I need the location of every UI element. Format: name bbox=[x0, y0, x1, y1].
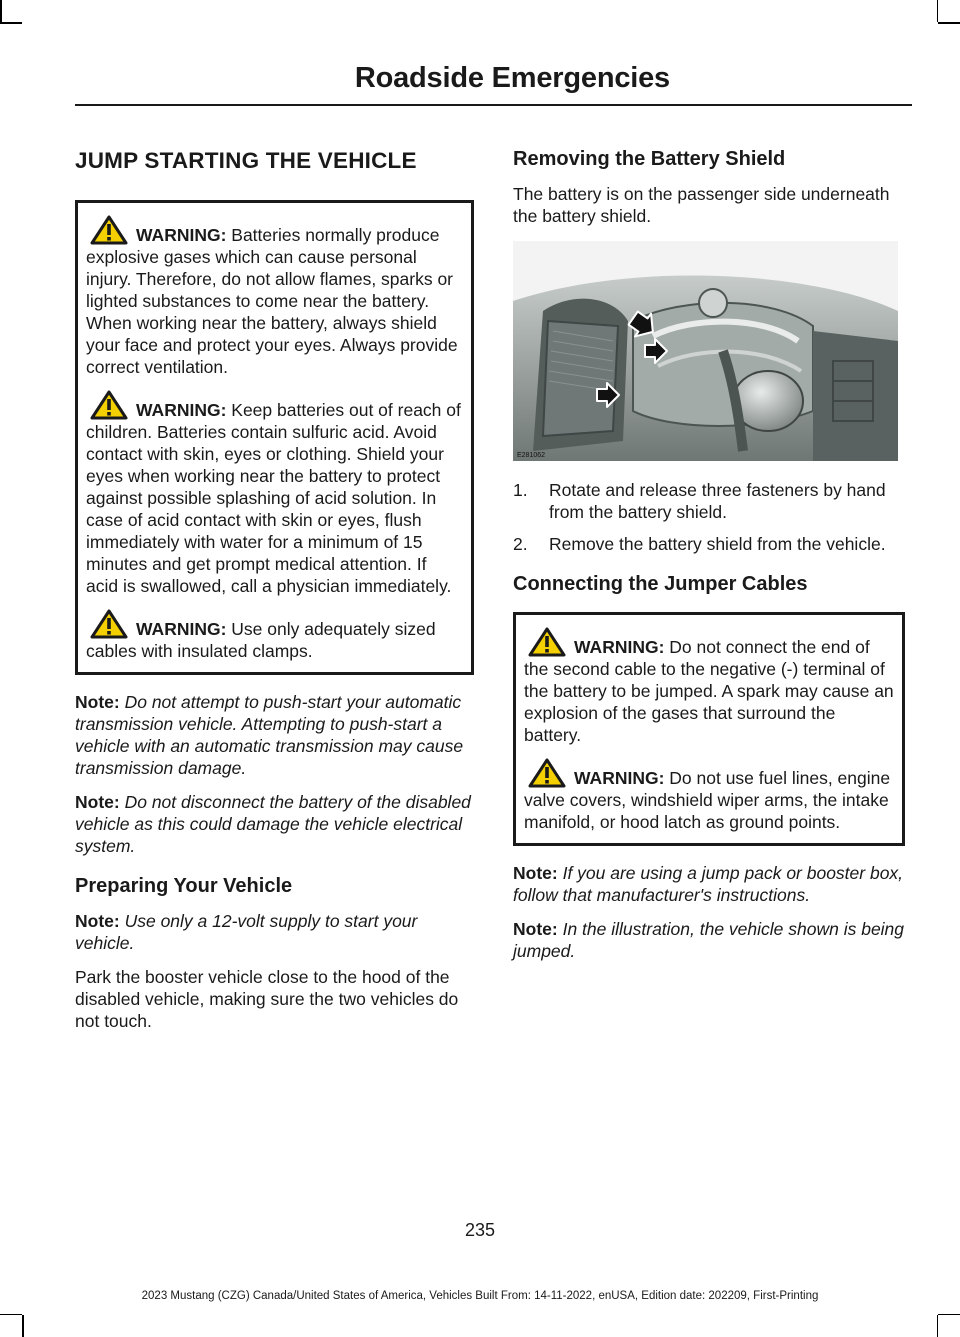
warning-text: Keep batteries out of reach of children. Batteries contain sulfuric acid. Avoid contact with skin, eyes or clothing. Shield your eyes when working near the battery to protect against possible splashing of acid solution. In case of acid contact with skin or eyes, flush immediately with water for a minimum of 15 minutes and get prompt medical attention. If acid is swallowed, call a physician immediately. bbox=[86, 400, 461, 596]
warning-text: Do not connect the end of the second cable to the negative (-) terminal of the battery to be jumped. A spark may cause an explosion of the gases that surround the battery. bbox=[524, 637, 894, 745]
crop-mark bbox=[938, 22, 960, 24]
step-list bbox=[513, 479, 905, 555]
body-paragraph: The battery is on the passenger side underneath the battery shield. bbox=[513, 184, 890, 226]
warning-item bbox=[86, 215, 463, 378]
step-text: Rotate and release three fasteners by hand from the battery shield. bbox=[549, 480, 886, 522]
figure-code: E281062 bbox=[517, 452, 546, 459]
page-footer: 2023 Mustang (CZG) Canada/United States of America, Vehicles Built From: 14-11-2022, enUSA, Edition date: 202209, First-Printing bbox=[141, 1290, 819, 1302]
warning-box bbox=[513, 612, 905, 846]
crop-mark bbox=[0, 1314, 22, 1316]
subsection-title: Connecting the Jumper Cables bbox=[513, 573, 808, 595]
step-number: 1. bbox=[513, 480, 528, 500]
note-text: Use only a 12-volt supply to start your vehicle. bbox=[75, 911, 418, 953]
note-text: In the illustration, the vehicle shown is being jumped. bbox=[513, 919, 905, 961]
crop-mark bbox=[0, 0, 2, 22]
note-label: Note: bbox=[513, 863, 558, 883]
crop-mark bbox=[938, 1314, 960, 1316]
warning-triangle-icon bbox=[90, 390, 128, 420]
note-text: Do not attempt to push-start your automatic transmission vehicle. Attempting to push-start a vehicle with an automatic transmission may cause transmission damage. bbox=[75, 692, 464, 778]
warning-label: WARNING: bbox=[136, 619, 227, 639]
left-column bbox=[75, 130, 474, 1044]
right-column bbox=[513, 130, 905, 974]
note-text: If you are using a jump pack or booster box, follow that manufacturer's instructions. bbox=[513, 863, 904, 905]
step-number: 2. bbox=[513, 534, 528, 554]
engine-bay-drawing bbox=[513, 241, 898, 461]
note bbox=[75, 910, 474, 954]
warning-triangle-icon bbox=[90, 609, 128, 639]
crop-mark bbox=[0, 22, 22, 24]
note bbox=[75, 691, 474, 779]
warning-item bbox=[524, 758, 894, 833]
step-text: Remove the battery shield from the vehicle. bbox=[549, 534, 886, 554]
note bbox=[513, 862, 905, 906]
warning-text: Do not use fuel lines, engine valve covers, windshield wiper arms, the intake manifold, or hood latch as ground points. bbox=[524, 768, 891, 832]
crop-mark bbox=[22, 1315, 24, 1337]
note-label: Note: bbox=[75, 792, 120, 812]
note-label: Note: bbox=[75, 692, 120, 712]
list-item bbox=[513, 533, 905, 555]
engine-bay-illustration bbox=[513, 241, 898, 461]
note bbox=[513, 918, 905, 962]
subsection-title: Removing the Battery Shield bbox=[513, 148, 786, 170]
subsection-title: Preparing Your Vehicle bbox=[75, 875, 293, 897]
section-title: JUMP STARTING THE VEHICLE bbox=[75, 148, 417, 173]
list-item bbox=[513, 479, 905, 523]
note-text: Do not disconnect the battery of the disabled vehicle as this could damage the vehicle electrical system. bbox=[75, 792, 471, 856]
body-paragraph: Park the booster vehicle close to the hood of the disabled vehicle, making sure the two vehicles do not touch. bbox=[75, 967, 459, 1031]
warning-box bbox=[75, 200, 474, 675]
note bbox=[75, 791, 474, 857]
warning-item bbox=[86, 609, 463, 662]
warning-item bbox=[86, 390, 463, 597]
warning-label: WARNING: bbox=[136, 225, 227, 245]
warning-triangle-icon bbox=[528, 758, 566, 788]
warning-text: Batteries normally produce explosive gases which can cause personal injury. Therefore, do not allow flames, sparks or lighted substances to come near the battery. When working near the battery, always shield your face and protect your eyes. Always provide correct ventilation. bbox=[86, 225, 458, 377]
note-label: Note: bbox=[75, 911, 120, 931]
warning-text: Use only adequately sized cables with insulated clamps. bbox=[86, 619, 436, 661]
page-header-title: Roadside Emergencies bbox=[354, 62, 670, 94]
warning-label: WARNING: bbox=[136, 400, 227, 420]
warning-triangle-icon bbox=[528, 627, 566, 657]
warning-label: WARNING: bbox=[574, 637, 665, 657]
crop-mark bbox=[937, 1315, 939, 1337]
warning-triangle-icon bbox=[90, 215, 128, 245]
crop-mark bbox=[937, 0, 939, 22]
header-rule bbox=[75, 104, 912, 106]
note-label: Note: bbox=[513, 919, 558, 939]
warning-label: WARNING: bbox=[574, 768, 665, 788]
page-number: 235 bbox=[464, 1220, 496, 1240]
warning-item bbox=[524, 627, 894, 746]
